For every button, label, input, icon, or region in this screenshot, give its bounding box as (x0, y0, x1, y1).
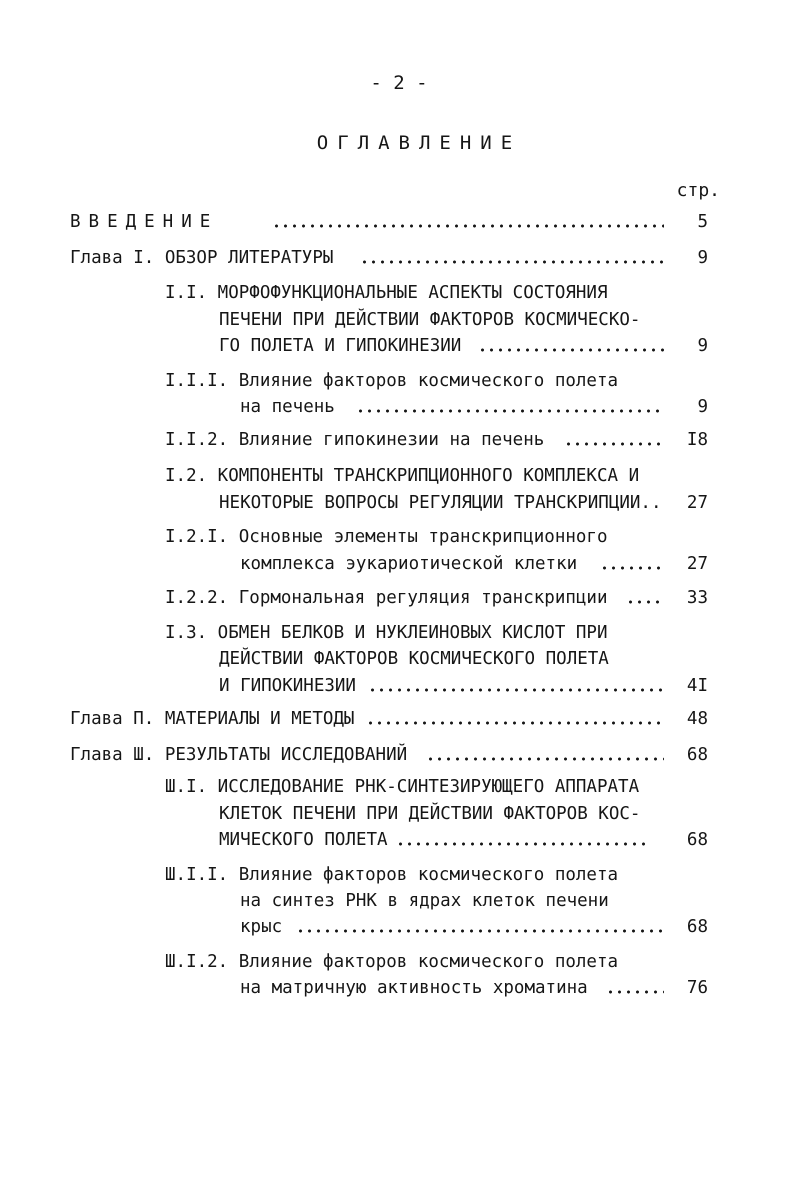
dot-leader (356, 395, 664, 419)
toc-entry-3-1-1: Ш.I.I. Влияние факторов космического полета (165, 865, 619, 885)
toc-entry-1-2-1: I.2.I. Основные элементы транскрипционного (165, 527, 608, 547)
toc-entry-1-2-1-cont: комплекса эукариотической клетки (240, 554, 578, 574)
toc-entry-1-2-cont: НЕКОТОРЫЕ ВОПРОСЫ РЕГУЛЯЦИИ ТРАНСКРИПЦИИ.. (219, 493, 662, 513)
toc-entry-chapter-3: Глава Ш. РЕЗУЛЬТАТЫ ИССЛЕДОВАНИЙ (70, 745, 408, 765)
toc-entry-3-1-1-cont: крыс (240, 917, 283, 937)
toc-entry-1-1: I.I. МОРФОФУНКЦИОНАЛЬНЫЕ АСПЕКТЫ СОСТОЯНИЯ (165, 283, 608, 303)
page-ref: 68 (686, 745, 708, 765)
toc-entry-1-1-1-cont: на печень (240, 397, 335, 417)
toc-entry-1-3: I.3. ОБМЕН БЕЛКОВ И НУКЛЕИНОВЫХ КИСЛОТ ПРИ (165, 623, 608, 643)
dot-leader (426, 743, 664, 767)
dot-leader (360, 246, 664, 270)
toc-entry-chapter-1: Глава I. ОБЗОР ЛИТЕРАТУРЫ (70, 248, 334, 268)
toc-entry-1-1-cont: ГО ПОЛЕТА И ГИПОКИНЕЗИИ (219, 336, 462, 356)
page-number: - 2 - (370, 72, 428, 94)
toc-entry-3-1-cont: МИЧЕСКОГО ПОЛЕТА (219, 830, 388, 850)
toc-entry-1-1-cont: ПЕЧЕНИ ПРИ ДЕЙСТВИИ ФАКТОРОВ КОСМИЧЕСКО- (219, 310, 641, 330)
dot-leader (606, 976, 664, 1000)
dot-leader (478, 334, 664, 358)
page-ref: 48 (686, 709, 708, 729)
page-ref: 4I (686, 676, 708, 696)
dot-leader (600, 552, 664, 576)
dot-leader (296, 915, 664, 939)
toc-entry-1-2-2: I.2.2. Гормональная регуляция транскрипции (165, 588, 608, 608)
page-ref: 5 (697, 212, 708, 232)
page-ref: 9 (697, 336, 708, 356)
toc-entry-1-1-1: I.I.I. Влияние факторов космического полета (165, 371, 619, 391)
toc-entry-3-1-2: Ш.I.2. Влияние факторов космического полета (165, 952, 619, 972)
dot-leader (272, 210, 664, 234)
toc-entry-chapter-2: Глава П. МАТЕРИАЛЫ И МЕТОДЫ (70, 709, 355, 729)
page-ref: 76 (686, 978, 708, 998)
toc-entry-3-1-1-cont: на синтез РНК в ядрах клеток печени (240, 891, 609, 911)
dot-leader (396, 828, 646, 852)
page-column-label: стр. (676, 180, 720, 201)
dot-leader (626, 586, 664, 610)
page-ref: 27 (686, 493, 708, 513)
toc-entry-3-1-2-cont: на матричную активность хроматина (240, 978, 588, 998)
page-ref: 9 (697, 397, 708, 417)
toc-entry-3-1: Ш.I. ИССЛЕДОВАНИЕ РНК-СИНТЕЗИРУЮЩЕГО АППАРАТА (165, 777, 640, 797)
toc-title: ОГЛАВЛЕНИЕ (316, 132, 522, 154)
page-ref: 68 (686, 830, 708, 850)
dot-leader (564, 428, 664, 452)
toc-entry-1-3-cont: ДЕЙСТВИИ ФАКТОРОВ КОСМИЧЕСКОГО ПОЛЕТА (219, 649, 609, 669)
toc-entry-1-3-cont: И ГИПОКИНЕЗИИ (219, 676, 356, 696)
toc-entry-1-2: I.2. КОМПОНЕНТЫ ТРАНСКРИПЦИОННОГО КОМПЛЕКСА И (165, 466, 640, 486)
page-ref: 33 (686, 588, 708, 608)
dot-leader (366, 707, 664, 731)
toc-entry-1-1-2: I.I.2. Влияние гипокинезии на печень (165, 430, 545, 450)
toc-entry-introduction: ВВЕДЕНИЕ (70, 212, 219, 232)
page-ref: I8 (686, 430, 708, 450)
page-ref: 68 (686, 917, 708, 937)
dot-leader (368, 674, 664, 698)
toc-entry-3-1-cont: КЛЕТОК ПЕЧЕНИ ПРИ ДЕЙСТВИИ ФАКТОРОВ КОС- (219, 804, 641, 824)
page-ref: 27 (686, 554, 708, 574)
page-ref: 9 (697, 248, 708, 268)
